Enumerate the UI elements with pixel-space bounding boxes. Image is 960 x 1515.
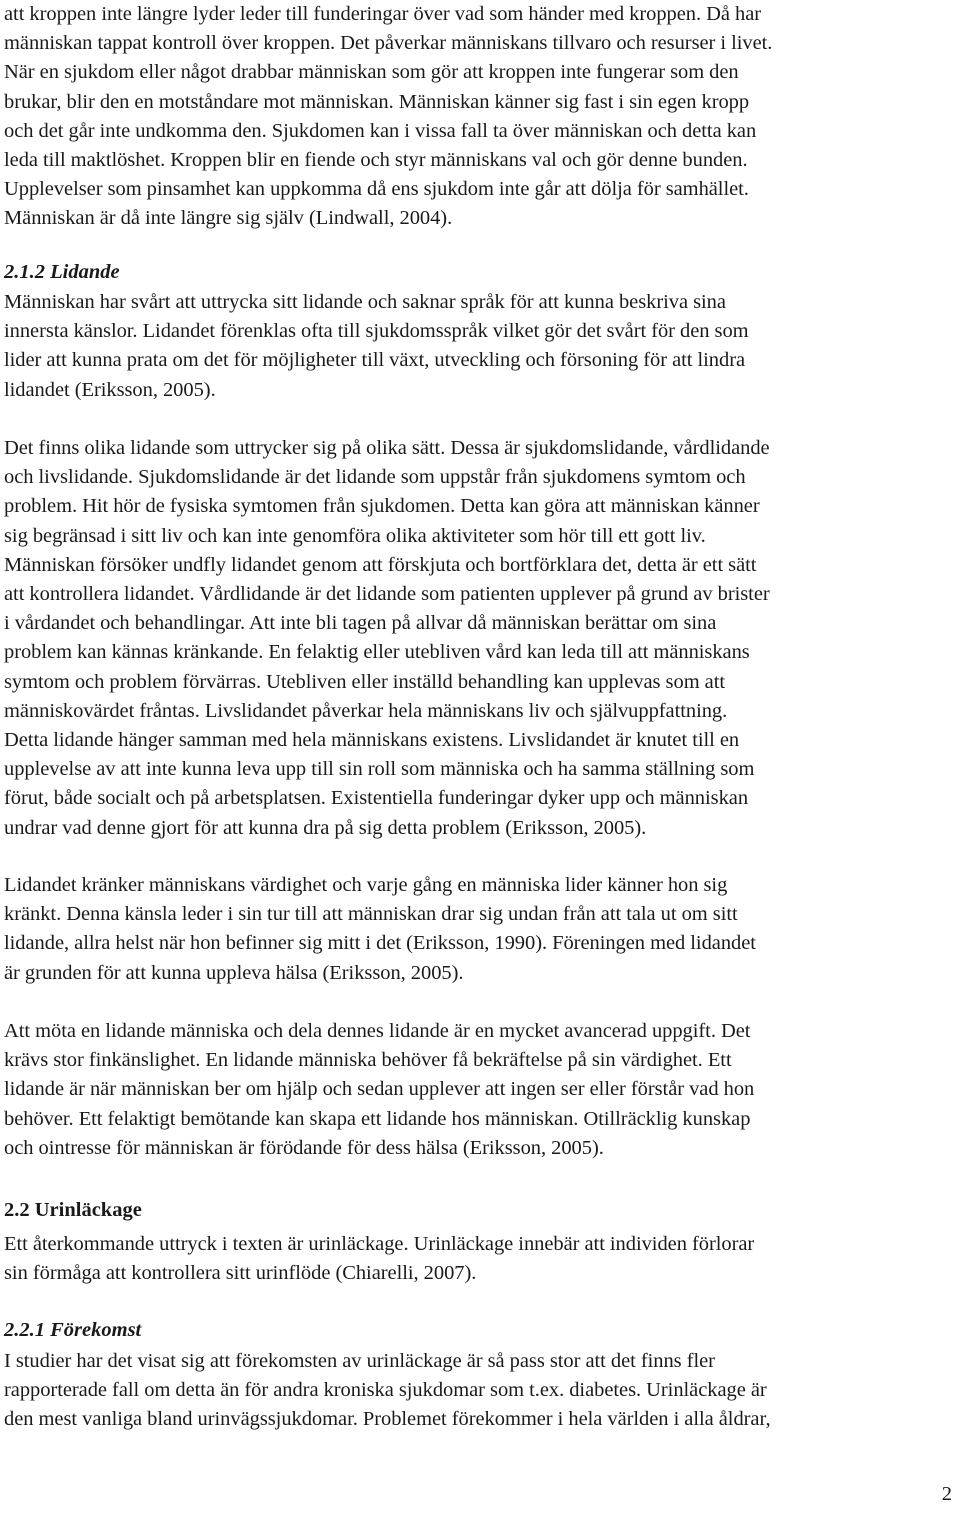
section-heading-forekomst: 2.2.1 Förekomst <box>4 1319 142 1341</box>
text-line: Lidandet kränker människans värdighet och varje gång en människa lider känner hon sig <box>4 874 728 896</box>
paragraph-lidande-3 <box>4 871 756 988</box>
section-heading-urinlackage: 2.2 Urinläckage <box>4 1199 142 1221</box>
text-line: problem. Hit hör de fysiska symtomen från sjukdomen. Detta kan göra att människan känner <box>4 495 760 518</box>
text-line: och det går inte undkomma den. Sjukdomen kan i vissa fall ta över människan och detta kan <box>4 119 757 142</box>
text-line: lider att kunna prata om det för möjligheter till växt, utveckling och försoning för att lindra <box>4 349 746 372</box>
text-line: att kroppen inte längre lyder leder till funderingar över vad som händer med kroppen. Då har <box>4 3 762 25</box>
text-line: När en sjukdom eller något drabbar människan som gör att kroppen inte fungerar som den <box>4 61 739 84</box>
text-line: Människan är då inte längre sig själv (Lindwall, 2004). <box>4 207 453 230</box>
text-line: upplevelse av att inte kunna leva upp till sin roll som människa och ha samma ställning som <box>4 758 755 781</box>
section-heading-lidande: 2.1.2 Lidande <box>4 261 120 283</box>
text-line: och livslidande. Sjukdomslidande är det lidande som uppstår från sjukdomens symtom och <box>4 466 746 489</box>
text-line: Det finns olika lidande som uttrycker sig på olika sätt. Dessa är sjukdomslidande, vårdlidande <box>4 437 770 459</box>
text-line: kränkt. Denna känsla leder i sin tur till att människan drar sig undan från att tala ut om sitt <box>4 903 738 926</box>
paragraph-urinlackage-1 <box>4 1230 754 1288</box>
text-line: lidande är när människan ber om hjälp och sedan upplever att ingen ser eller förstår vad hon <box>4 1078 755 1101</box>
paragraph-lidande-2 <box>4 434 770 843</box>
text-line: att kontrollera lidandet. Vårdlidande är det lidande som patienten upplever på grund av brister <box>4 583 770 606</box>
text-line: Att möta en lidande människa och dela dennes lidande är en mycket avancerad uppgift. Det <box>4 1020 751 1042</box>
paragraph-body-intro <box>4 0 772 234</box>
text-line: Människan har svårt att uttrycka sitt lidande och saknar språk för att kunna beskriva sina <box>4 291 726 313</box>
text-line: problem kan kännas kränkande. En felaktig eller utebliven vård kan leda till att människans <box>4 641 750 664</box>
text-line: behöver. Ett felaktigt bemötande kan skapa ett lidande hos människan. Otillräcklig kunskap <box>4 1107 751 1130</box>
text-line: rapporterade fall om detta än för andra kroniska sjukdomar som t.ex. diabetes. Urinläckage är <box>4 1379 767 1402</box>
text-line: sin förmåga att kontrollera sitt urinflöde (Chiarelli, 2007). <box>4 1262 477 1285</box>
text-line: symtom och problem förvärras. Utebliven eller inställd behandling kan upplevas som att <box>4 670 725 693</box>
text-line: Upplevelser som pinsamhet kan uppkomma då ens sjukdom inte går att dölja för samhället. <box>4 178 749 201</box>
text-line: krävs stor finkänslighet. En lidande människa behöver få bekräftelse på sin värdighet. Ett <box>4 1049 732 1072</box>
paragraph-lidande-4 <box>4 1017 754 1163</box>
text-line: Människan försöker undfly lidandet genom att förskjuta och bortförklara det, detta är ett sätt <box>4 553 757 576</box>
text-line: i vårdandet och behandlingar. Att inte bli tagen på allvar då människan berättar om sina <box>4 612 717 635</box>
text-line: människovärdet fråntas. Livslidandet påverkar hela människans liv och självuppfattning. <box>4 699 728 722</box>
text-line: innersta känslor. Lidandet förenklas ofta till sjukdomsspråk vilket gör det svårt för den som <box>4 320 749 343</box>
text-line: och ointresse för människan är förödande för dess hälsa (Eriksson, 2005). <box>4 1136 604 1159</box>
text-line: lidande, allra helst när hon befinner sig mitt i det (Eriksson, 1990). Föreningen med lidandet <box>4 932 756 955</box>
text-line: människan tappat kontroll över kroppen. Det påverkar människans tillvaro och resurser i livet. <box>4 32 773 55</box>
text-line: I studier har det visat sig att förekomsten av urinläckage är så pass stor att det finns fler <box>4 1350 715 1372</box>
paragraph-lidande-1 <box>4 288 749 405</box>
text-line: förut, både socialt och på arbetsplatsen. Existentiella funderingar dyker upp och människan <box>4 787 749 810</box>
paragraph-forekomst-1 <box>4 1347 771 1435</box>
text-line: den mest vanliga bland urinvägssjukdomar. Problemet förekommer i hela världen i alla åldrar, <box>4 1408 771 1431</box>
text-line: brukar, blir den en motståndare mot människan. Människan känner sig fast i sin egen kropp <box>4 90 750 113</box>
text-line: sig begränsad i sitt liv och kan inte genomföra olika aktiviteter som hör till ett gott liv. <box>4 524 706 547</box>
page-number: 2 <box>941 1483 952 1505</box>
text-line: lidandet (Eriksson, 2005). <box>4 378 216 401</box>
text-line: leda till maktlöshet. Kroppen blir en fiende och styr människans val och gör denne bunden. <box>4 149 748 172</box>
text-line: Ett återkommande uttryck i texten är urinläckage. Urinläckage innebär att individen förlorar <box>4 1233 755 1255</box>
text-line: undrar vad denne gjort för att kunna dra på sig detta problem (Eriksson, 2005). <box>4 816 647 839</box>
text-line: är grunden för att kunna uppleva hälsa (Eriksson, 2005). <box>4 961 464 984</box>
text-line: Detta lidande hänger samman med hela människans existens. Livslidandet är knutet till en <box>4 729 740 752</box>
